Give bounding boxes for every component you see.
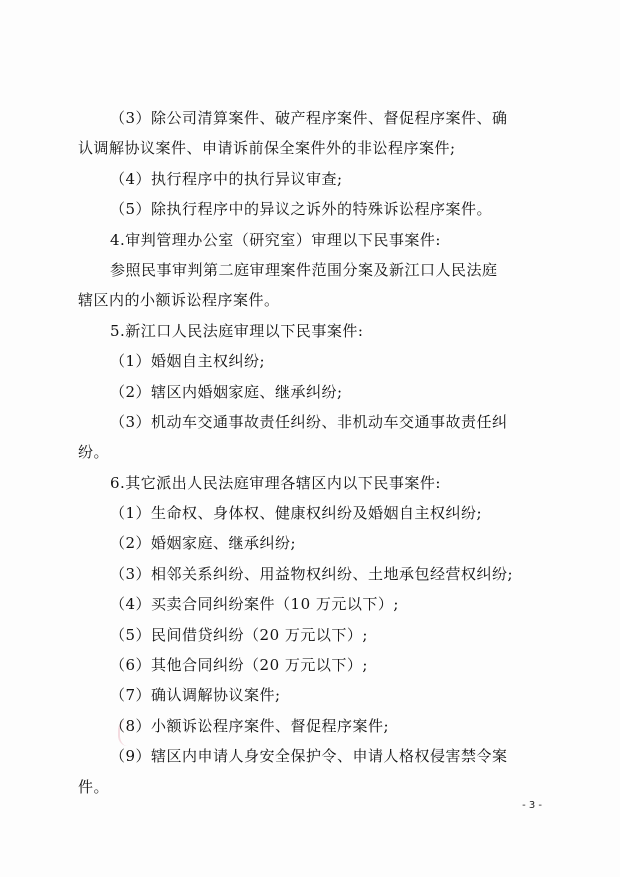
page-number: - 3 -	[522, 800, 542, 811]
section-heading: 4.审判管理办公室（研究室）审理以下民事案件:	[110, 230, 441, 249]
paragraph-line: 件。	[78, 777, 110, 796]
paragraph-line: （3）机动车交通事故责任纠纷、非机动车交通事故责任纠	[110, 412, 508, 431]
paragraph-line: （5）除执行程序中的异议之诉外的特殊诉讼程序案件。	[110, 200, 493, 219]
paragraph-line: 纷。	[78, 443, 110, 462]
section-heading: 5.新江口人民法庭审理以下民事案件:	[110, 321, 364, 340]
paragraph-line: （1）生命权、身体权、健康权纠纷及婚姻自主权纠纷;	[110, 504, 483, 523]
paragraph-line: 辖区内的小额诉讼程序案件。	[78, 291, 280, 310]
paragraph-line: （1）婚姻自主权纠纷;	[110, 352, 266, 371]
paragraph-line: （8）小额诉讼程序案件、督促程序案件;	[110, 716, 390, 735]
paragraph-line: （3）相邻关系纠纷、用益物权纠纷、土地承包经营权纠纷;	[110, 564, 514, 583]
paragraph-line: （2）婚姻家庭、继承纠纷;	[110, 534, 297, 553]
paragraph-line: （2）辖区内婚姻家庭、继承纠纷;	[110, 382, 343, 401]
paragraph-line: （6）其他合同纠纷（20 万元以下）;	[110, 656, 368, 675]
paragraph-line: （4）执行程序中的执行异议审查;	[110, 169, 343, 188]
paragraph-line: （7）确认调解协议案件;	[110, 686, 281, 705]
paragraph-line: （9）辖区内申请人身安全保护令、申请人格权侵害禁令案	[110, 747, 508, 766]
paragraph-line: （3）除公司清算案件、破产程序案件、督促程序案件、确	[110, 109, 508, 127]
paragraph-line: （5）民间借贷纠纷（20 万元以下）;	[110, 625, 368, 644]
document-body	[78, 103, 548, 802]
paragraph-line: （4）买卖合同纠纷案件（10 万元以下）;	[110, 595, 399, 614]
paragraph-line: 参照民事审判第二庭审理案件范围分案及新江口人民法庭	[110, 260, 498, 279]
section-heading: 6.其它派出人民法庭审理各辖区内以下民事案件:	[110, 473, 441, 492]
paragraph-line: 认调解协议案件、申请诉前保全案件外的非讼程序案件;	[78, 139, 456, 158]
